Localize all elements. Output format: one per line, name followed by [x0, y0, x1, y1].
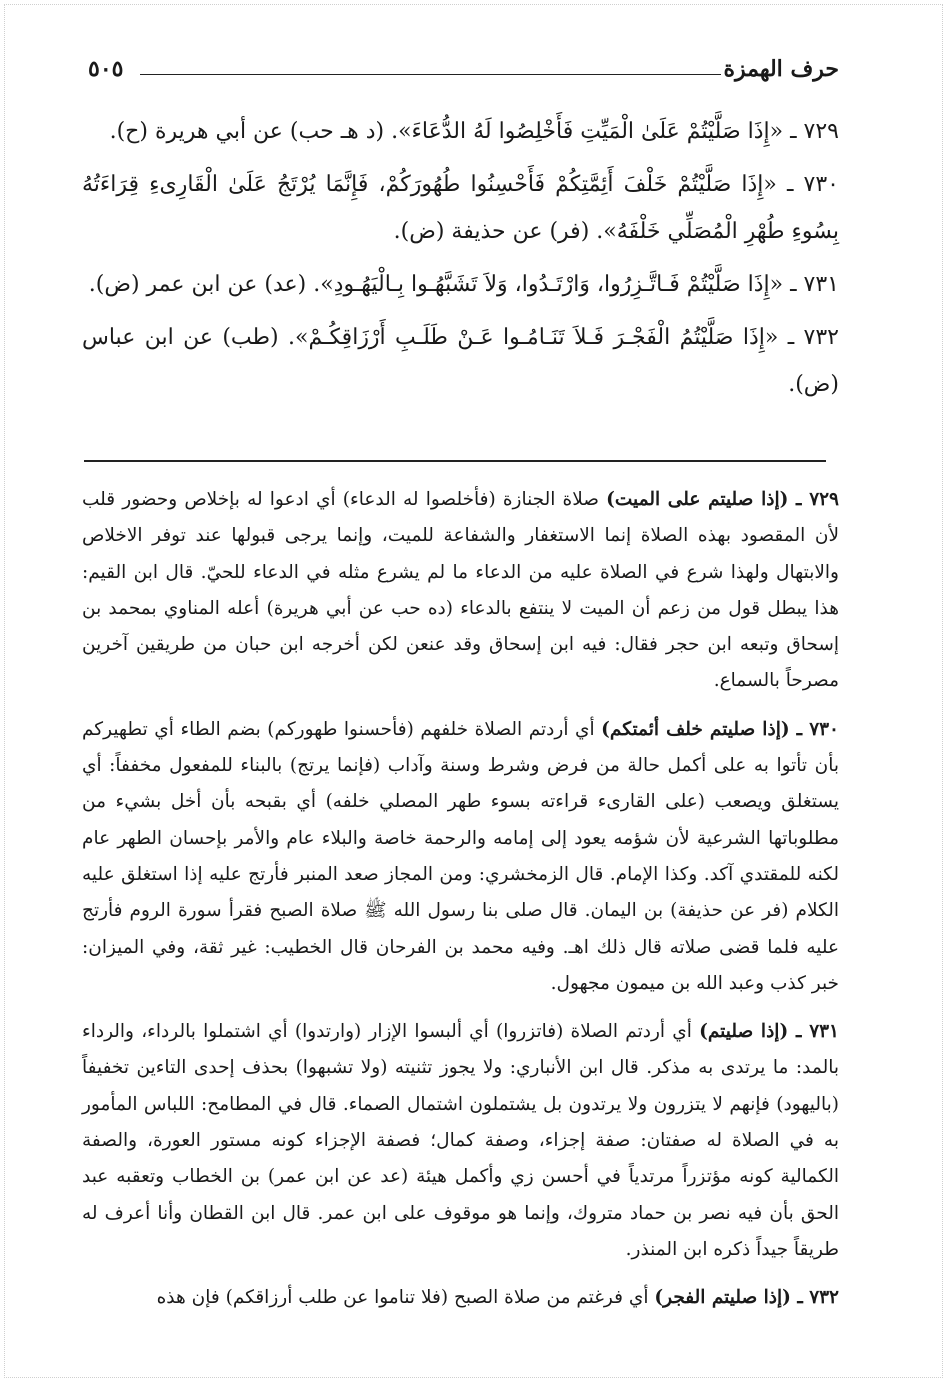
commentary-731-text: أي أردتم الصلاة (فاتزروا) أي ألبسوا الإزار (وارتدوا) أي اشتملوا بالرداء، والرداء بالمد: ما يرتدى به مذكر. قال ابن الأنباري: ولا يجوز تثنيته (ولا تشبهوا) بحذف إحدى التاءين تخفيفاً (باليهود) فإنهم لا يتزرون ولا يرتدون بل يشتملون اشتمال الصماء. قال في المطامح: اللباس المأمور به في الصلاة له صفتان: صفة إجزاء، وصفة كمال؛ فصفة الإجزاء كونه مستور العورة، والصفة الكمالية كونه مؤتزراً مرتدياً في أحسن زي وأكمل هيئة (عد عن ابن عمر) بن الخطاب وتعقبه عبد الحق بأن فيه نصر بن حماد متروك، وإنما هو موقوف على ابن عمر. قال ابن القطان وأنا أعرف له طريقاً جيداً ذكره ابن المنذر. [82, 1021, 839, 1260]
hadith-729: ٧٢٩ ـ «إِذَا صَلَّيْتُمْ عَلَىٰ الْمَيِّتِ فَأَخْلِصُوا لَهُ الدُّعَاءَ». (د هـ حب) عن أبي هريرة (ح). [109, 119, 839, 144]
commentary-729-text: صلاة الجنازة (فأخلصوا له الدعاء) أي ادعوا له بإخلاص وحضور قلب لأن المقصود بهذه الصلاة إنما الاستغفار والشفاعة للميت، وإنما يرجى قبولها عند توفر الاخلاص والابتهال ولهذا شرع في الصلاة عليه من الدعاء ما لم يشرع مثله في الدعاء للحيّ. قال ابن القيم: هذا يبطل قول من زعم أن الميت لا ينتفع بالدعاء (ده حب عن أبي هريرة) أعله المناوي بمحمد بن إسحاق وتبعه ابن حجر فقال: فيه ابن إسحاق وقد عنعن لكن أخرجه ابن حبان من طريقين آخرين مصرحاً بالسماع. [82, 489, 839, 692]
commentary-730-text: أي أردتم الصلاة خلفهم (فأحسنوا طهوركم) بضم الطاء أي تطهيركم بأن تأتوا به على أكمل حالة من فرض وشرط وسنة وآداب (فإنما يرتج) بالبناء للمفعول مخففاً: أي يستغلق ويصعب (على القارىء قراءته بسوء طهر المصلي خلفه) أي بقبحه بأن أخل بشيء من مطلوباتها الشرعية لأن شؤمه يعود إلى إمامه والرحمة خاصة والبلاء عام والأمر بإحسان الطهر عام لكنه للمقتدي آكد. وكذا الإمام. قال الزمخشري: ومن المجاز صعد المنبر فأرتج عليه إذا استغلق عليه الكلام (فر عن حذيفة) بن اليمان. قال صلى بنا رسول الله ﷺ صلاة الصبح فقرأ سورة الروم فأرتج عليه فلما قضى صلاته قال ذلك اهـ. وفيه محمد بن الفرحان قال الخطيب: غير ثقة، وفي الميزان: خبر كذب وعبد الله بن ميمون مجهول. [82, 718, 839, 994]
header-rule [140, 74, 721, 75]
commentary-730 [82, 712, 839, 1002]
hadith-730: ٧٣٠ ـ «إِذَا صَلَّيْتُمْ خَلْفَ أَئِمَّتِكُمْ فَأَحْسِنُوا طُهُورَكُمْ، فَإِنَّمَا يُرْتَجُ عَلَىٰ الْقَارِىءِ قِرَاءَتُهُ بِسُوءِ طُهْرِ الْمُصَلِّي خَلْفَهُ». (فر) عن حذيفة (ض). [82, 172, 839, 244]
page-header [88, 56, 839, 86]
footnote-divider [84, 460, 826, 462]
chapter-title: حرف الهمزة [723, 56, 839, 82]
hadith-texts [82, 108, 839, 414]
hadith-731: ٧٣١ ـ «إِذَا صَلَّيْتُمْ فَـاتَّـزِرُوا، وَارْتَـدُوا، وَلاَ تَشَبَّهُـوا بِـالْيَهُـودِ». (عد) عن ابن عمر (ض). [88, 272, 839, 297]
page-number: ٥٠٥ [88, 56, 124, 82]
commentary-729-lead: ٧٢٩ ـ (إذا صليتم على الميت) [606, 489, 839, 510]
commentary-731-lead: ٧٣١ ـ (إذا صليتم) [699, 1021, 839, 1043]
commentary-732-lead: ٧٣٢ ـ (إذا صليتم الفجر) [654, 1287, 839, 1309]
commentary-730-lead: ٧٣٠ ـ (إذا صليتم خلف أئمتكم) [601, 718, 839, 740]
commentary-section [82, 482, 839, 1329]
hadith-732: ٧٣٢ ـ «إِذَا صَلَّيْتُمُ الْفَجْـرَ فَـلاَ تَنَـامُـوا عَـنْ طَلَـبِ أَرْزَاقِكُـمْ». (طب) عن ابن عباس (ض). [82, 325, 839, 397]
commentary-729 [82, 482, 839, 700]
commentary-732-text: أي فرغتم من صلاة الصبح (فلا تناموا عن طلب أرزاقكم) فإن هذه [156, 1287, 655, 1309]
commentary-732 [82, 1280, 839, 1316]
commentary-731 [82, 1014, 839, 1268]
